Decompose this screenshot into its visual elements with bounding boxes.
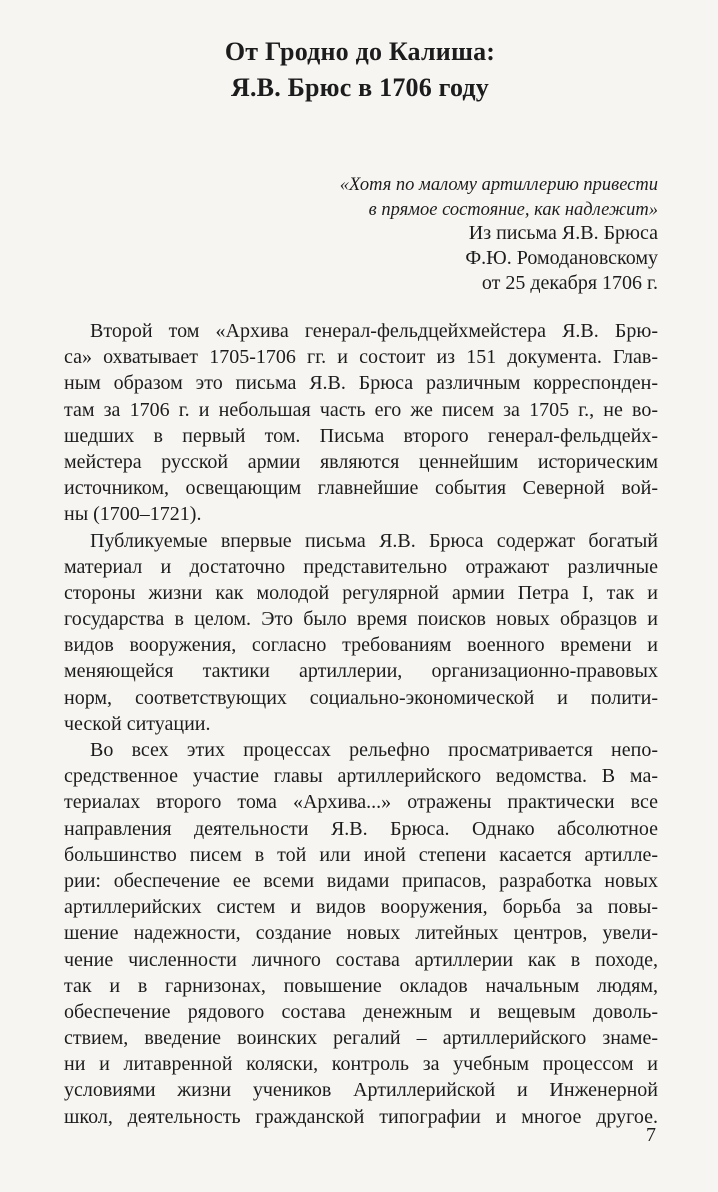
epigraph-source-line-3: от 25 декабря 1706 г. <box>481 272 658 294</box>
body-line: ни и литавренной коляски, контроль за учебным процессом и <box>64 1053 658 1076</box>
body-line: шение надежности, создание новых литейных центров, увели- <box>64 922 658 945</box>
chapter-title-line-1: От Гродно до Калиша: <box>224 37 496 66</box>
body-line: ческой ситуации. <box>64 712 211 735</box>
body-line: обеспечение рядового состава денежным и вещевым доволь- <box>64 1000 658 1023</box>
epigraph-source-line-1: Из письма Я.В. Брюса <box>468 222 658 244</box>
body-line: направления деятельности Я.В. Брюса. Однако абсолютное <box>64 817 658 840</box>
body-line: мейстера русской армии являются ценнейшим историческим <box>64 450 658 473</box>
body-line: артиллерийских систем и видов вооружения, борьба за повы- <box>64 896 658 919</box>
epigraph-source-line-2: Ф.Ю. Ромодановскому <box>465 247 658 269</box>
body-line: норм, соответствующих социально-экономической и полити- <box>64 686 658 709</box>
body-line: средственное участие главы артиллерийского ведомства. В ма- <box>64 765 658 788</box>
body-text <box>64 318 658 1130</box>
epigraph-quote-line-1: «Хотя по малому артиллерию привести <box>339 175 658 195</box>
body-line: там за 1706 г. и небольшая часть его же писем за 1705 г., не во- <box>64 398 658 421</box>
body-line: материал и достаточно представительно отражают различные <box>64 555 658 578</box>
body-line: Во всех этих процессах рельефно просматривается непо- <box>90 739 658 761</box>
body-line: чение численности личного состава артиллерии как в походе, <box>64 948 658 971</box>
body-line: государства в целом. Это было время поисков новых образцов и <box>64 608 658 631</box>
body-line: школ, деятельность гражданской типографии и многое другое. <box>64 1105 658 1128</box>
body-line: ны (1700–1721). <box>64 503 202 526</box>
body-line: са» охватывает 1705-1706 гг. и состоит из 151 документа. Глав- <box>64 346 658 369</box>
body-line: видов вооружения, согласно требованиям военного времени и <box>64 634 658 657</box>
body-line: ствием, введение воинских регалий – артиллерийского знаме- <box>64 1027 658 1050</box>
body-line: так и в гарнизонах, повышение окладов начальным людям, <box>64 974 658 997</box>
body-line: стороны жизни как молодой регулярной армии Петра I, так и <box>64 581 658 604</box>
body-line: источником, освещающим главнейшие события Северной вой- <box>64 477 658 500</box>
body-line: Публикуемые впервые письма Я.В. Брюса содержат богатый <box>90 529 658 552</box>
body-line: рии: обеспечение ее всеми видами припасов, разработка новых <box>64 869 658 892</box>
body-line: меняющейся тактики артиллерии, организационно-правовых <box>64 660 658 683</box>
page-number: 7 <box>646 1124 656 1146</box>
body-line: ным образом это письма Я.В. Брюса различным корреспонден- <box>64 372 658 395</box>
body-line: большинство писем в той или иной степени касается артилле- <box>64 843 658 866</box>
body-line: условиями жизни учеников Артиллерийской и Инженерной <box>64 1079 658 1102</box>
chapter-title-line-2: Я.В. Брюс в 1706 году <box>231 73 489 102</box>
body-line: шедших в первый том. Письма второго генерал-фельдцейх- <box>64 424 658 447</box>
body-line: Второй том «Архива генерал-фельдцейхмейстера Я.В. Брю- <box>90 320 658 342</box>
epigraph-quote-line-2: в прямое состояние, как надлежит» <box>368 200 658 220</box>
body-line: териалах второго тома «Архива...» отражены практически все <box>64 791 658 814</box>
